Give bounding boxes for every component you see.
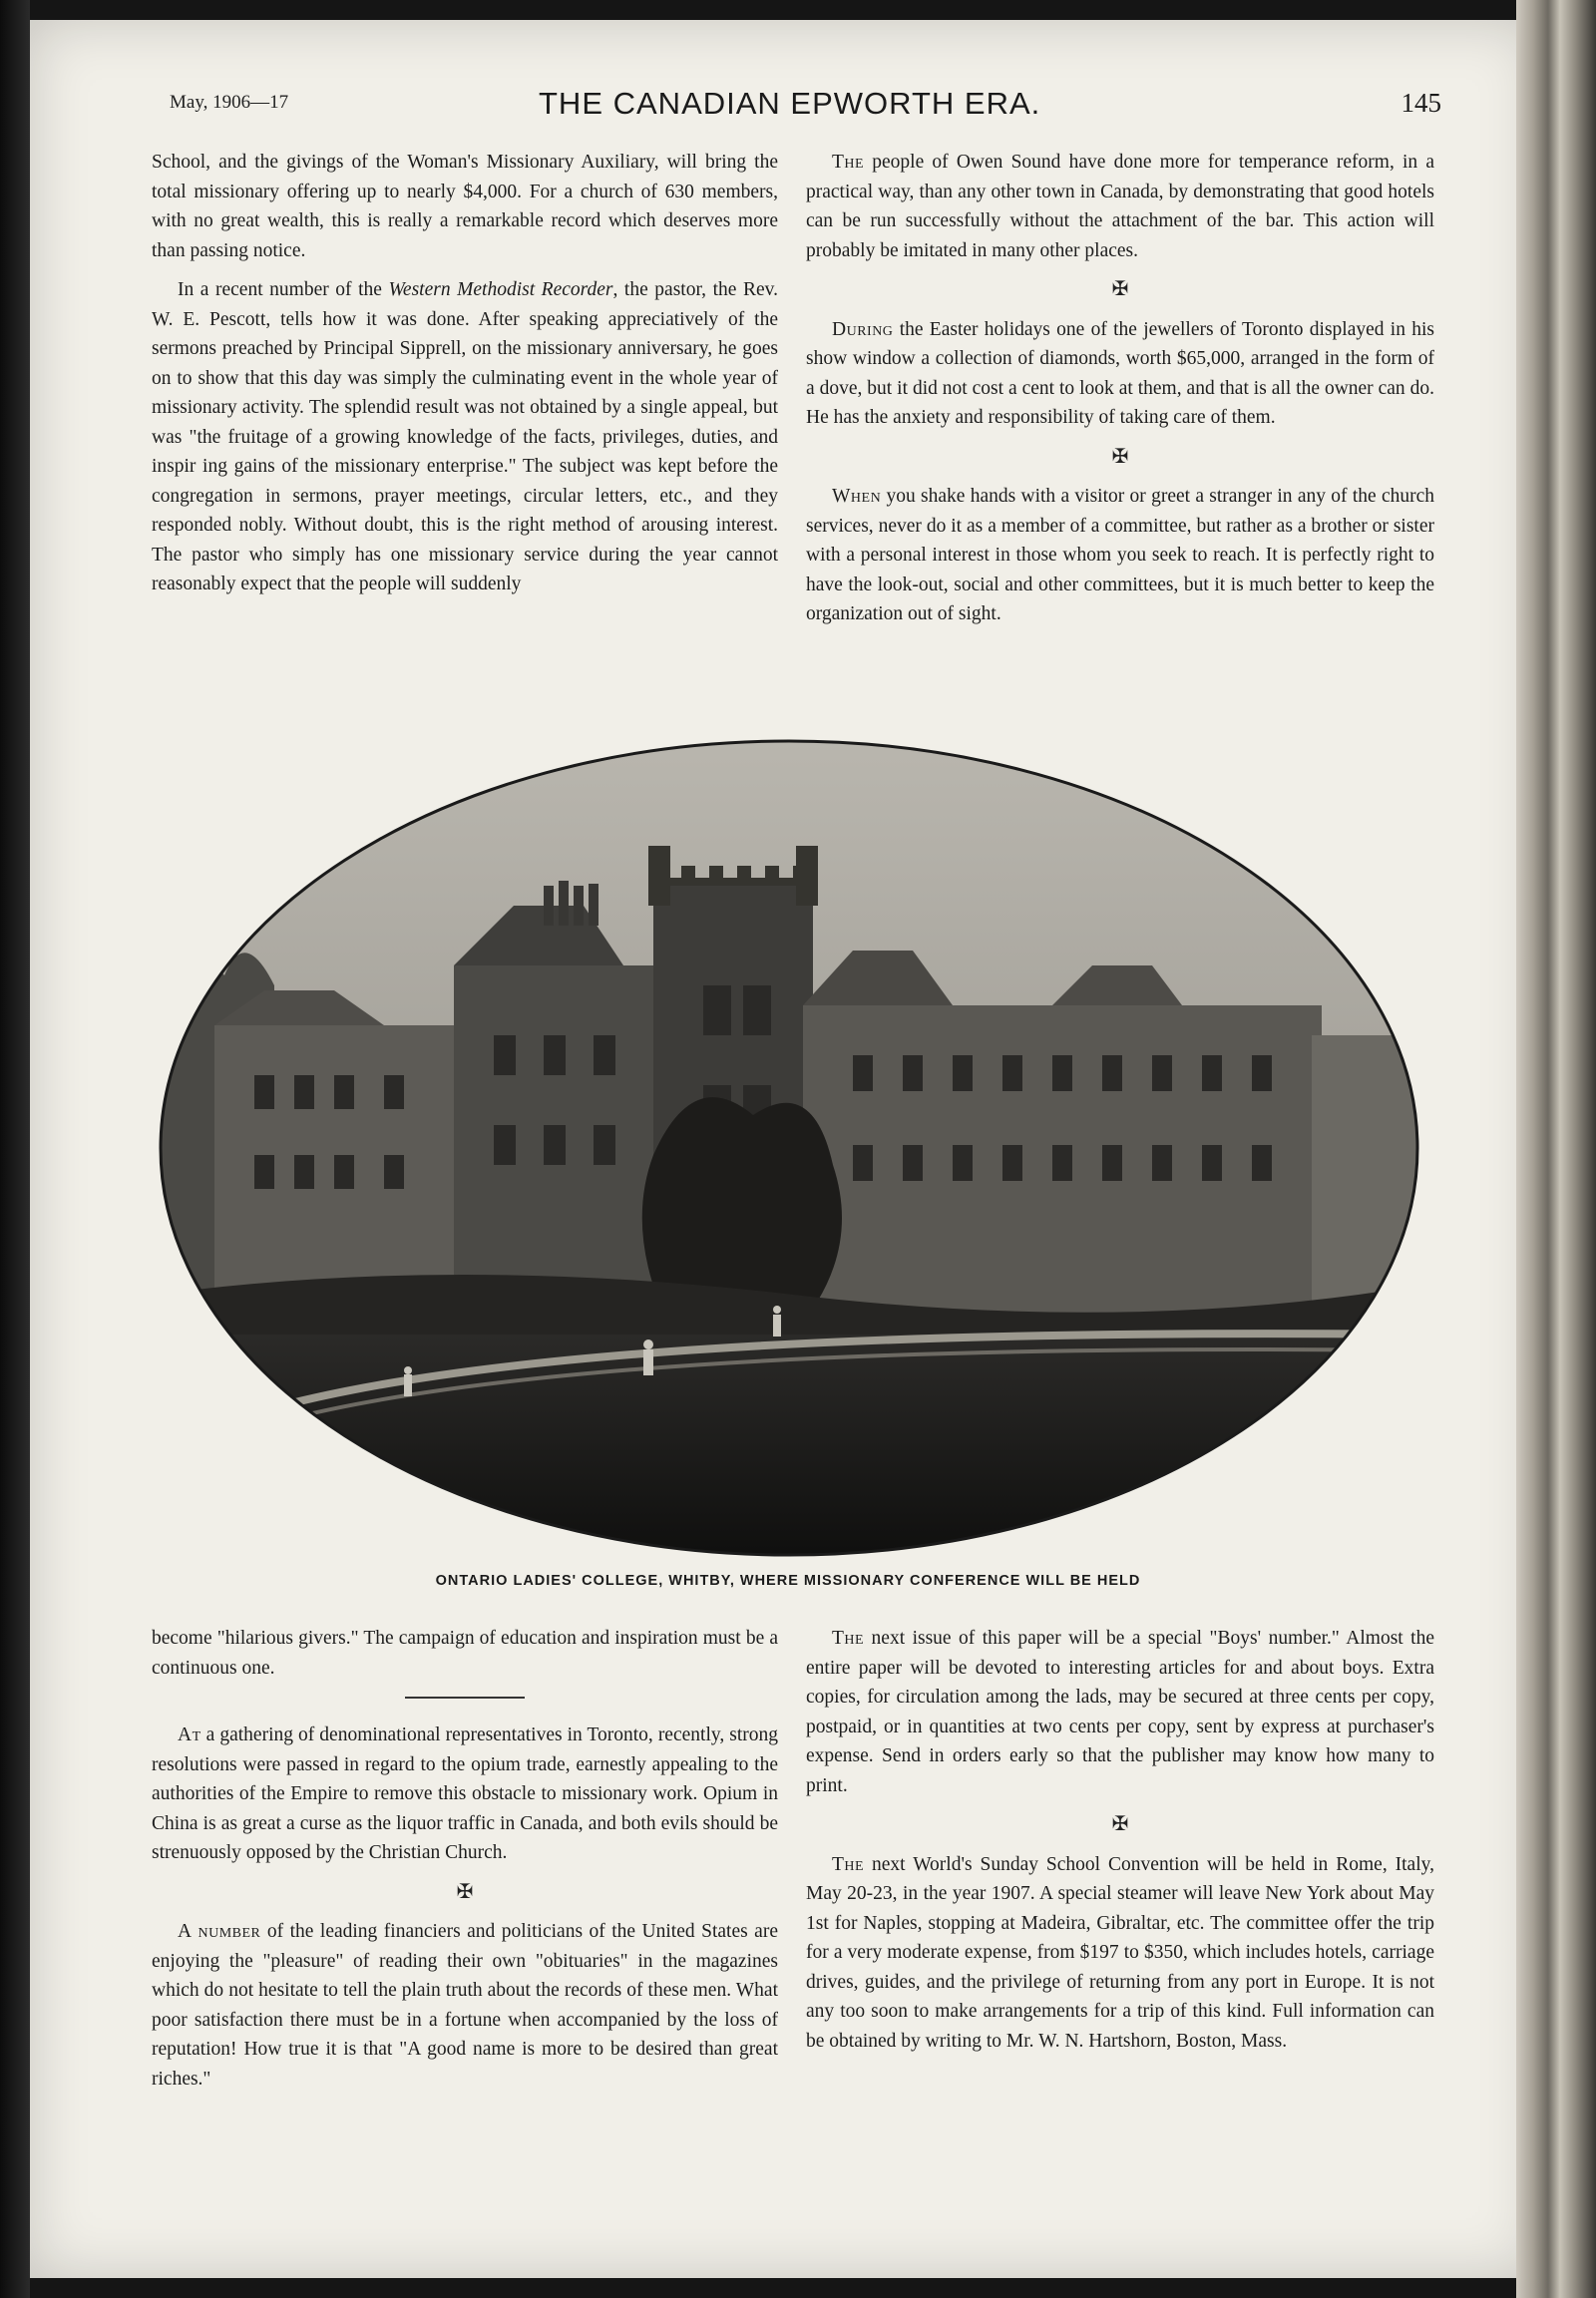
column-left-bottom — [152, 1624, 778, 2104]
paragraph-owen-sound: The people of Owen Sound have done more for temperance reform, in a practical way, than any other town in Canada, by demonstrating that good hotels can be run successfully without the attachment of the bar. This action will probably be imitated in many other places. — [806, 152, 1434, 261]
column-left-top — [152, 148, 778, 609]
running-header — [170, 86, 1441, 126]
page-number: 145 — [1400, 88, 1441, 118]
paragraph-opium-trade: At a gathering of denominational representatives in Toronto, recently, strong resolutions were passed in regard to the opium trade, earnestly appealing to the authorities of the Empire to remove this obstacle to missionary work. Opium in China is as great a curse as the liquor traffic in Canada, and both evils should be strenuously opposed by the Christian Church. — [152, 1724, 778, 1863]
photo-caption: ONTARIO LADIES' COLLEGE, WHITBY, WHERE MISSIONARY CONFERENCE WILL BE HELD — [435, 1573, 1141, 1589]
college-photo-illustration — [155, 736, 1423, 1560]
cross-ornament-icon: ✠ — [1111, 445, 1129, 468]
header-title: THE CANADIAN EPWORTH ERA. — [539, 86, 1041, 121]
paragraph-financiers: A number of the leading financiers and politicians of the United States are enjoying the "pleasure" of reading their own "obituaries" in the magazines which do not hesitate to tell the plain truth about the records of these men. What poor satisfaction there must be in a fortune when accompanied by the loss of reputation! How true it is that "A good name is more to be desired than great riches." — [152, 1921, 778, 2090]
cross-ornament-icon: ✠ — [1111, 278, 1129, 300]
column-right-bottom — [806, 1624, 1434, 2066]
left-page-edge — [0, 0, 30, 2298]
paragraph-western-methodist: In a recent number of the Western Methodist Recorder, the pastor, the Rev. W. E. Pescott, tells how it was done. After speaking appreciatively of the sermons preached by Principal Sipprell, on the missionary anniversary, he goes on to show that this day was simply the culminating event in the whole year of missionary activity. The splendid result was not obtained by a single appeal, but was "the fruitage of a growing knowledge of the facts, privileges, duties, and inspir ing gains of the missionary enterprise." The subject was kept before the congregation in sermons, prayer meetings, circular letters, etc., and they responded nobly. Without doubt, this is the right method of arousing interest. The pastor who simply has one missionary service during the year cannot reasonably expect that the people will suddenly — [152, 279, 778, 594]
book-binding-edge — [1516, 0, 1596, 2298]
paragraph-easter-diamonds: During the Easter holidays one of the jewellers of Toronto displayed in his show window a collection of diamonds, worth $65,000, arranged in the form of a dove, but it did not cost a cent to look at them, and that is all the owner can do. He has the anxiety and responsibility of taking care of them. — [806, 318, 1434, 428]
column-right-top — [806, 148, 1434, 639]
paragraph-sunday-school-convention: The next World's Sunday School Convention will be held in Rome, Italy, May 20-23, in the year 1907. A special steamer will leave New York about May 1st for Naples, stopping at Madeira, Gibraltar, etc. The committee offer the trip for a very moderate expense, from $197 to $350, which includes hotels, carriage drives, guides, and the privilege of returning from any port in Europe. It is not any too soon to make arrangements for a trip of this kind. Full information can be obtained by writing to Mr. W. N. Hartshorn, Boston, Mass. — [806, 1853, 1434, 2052]
paragraph-shake-hands: When you shake hands with a visitor or greet a stranger in any of the church services, never do it as a member of a committee, but rather as a brother or sister with a personal interest in those whom you seek to reach. It is perfectly right to have the look-out, social and other committees, but it is much better to keep the organization out of sight. — [806, 486, 1434, 624]
cross-ornament-icon: ✠ — [1111, 1813, 1129, 1835]
paragraph-boys-number: The next issue of this paper will be a special "Boys' number." Almost the entire paper will be devoted to interesting articles for and about boys. Extra copies, for circulation among the lads, may be secured at three cents per copy, postpaid, or in quantities at two cents per copy, sent by express at purchaser's expense. Send in orders early so that the publisher may know how many to print. — [806, 1628, 1434, 1796]
publication-title: Western Methodist Recorder — [388, 279, 613, 300]
paragraph-hilarious-givers: become "hilarious givers." The campaign of education and inspiration must be a continuous one. — [152, 1628, 778, 1679]
section-divider — [405, 1697, 525, 1699]
cross-ornament-icon: ✠ — [456, 1880, 474, 1903]
college-photograph — [155, 736, 1423, 1560]
header-date: May, 1906—17 — [170, 92, 289, 113]
paragraph-givings: School, and the givings of the Woman's Missionary Auxiliary, will bring the total missionary offering up to nearly $4,000. For a church of 630 members, with no great wealth, this is really a remarkable record which deserves more than passing notice. — [152, 152, 778, 261]
